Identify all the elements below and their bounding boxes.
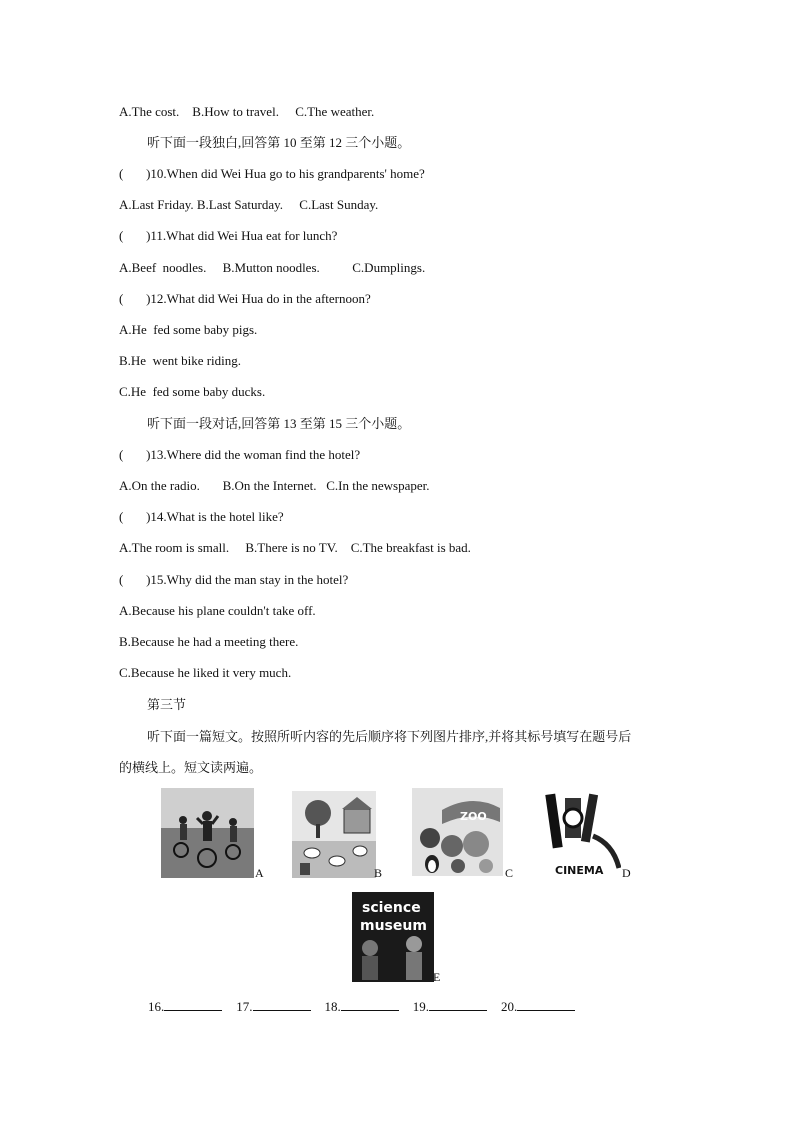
q9-options: A.The cost. B.How to travel. C.The weather. [119, 104, 375, 119]
question-10: ( )10.When did Wei Hua go to his grandparents' home? [119, 166, 425, 181]
part3-instruction-line1: 听下面一篇短文。按照所听内容的先后顺序将下列图片排序,并将其标号填写在题号后 [147, 729, 632, 744]
section-instruction-13-15: 听下面一段对话,回答第 13 至第 15 三个小题。 [147, 416, 411, 431]
answer-blank-16[interactable] [164, 998, 222, 1011]
q11-options: A.Beef noodles. B.Mutton noodles. C.Dumplings. [119, 260, 426, 275]
q13-options: A.On the radio. B.On the Internet. C.In the newspaper. [119, 478, 430, 493]
picture-c-zoo [412, 788, 503, 876]
answer-label-17: 17. [236, 999, 253, 1014]
q12-option-b: B.He went bike riding. [119, 353, 242, 368]
picture-a-bike-riding [161, 788, 254, 878]
picture-b-label: B [374, 866, 383, 880]
q14-options: A.The room is small. B.There is no TV. C.The breakfast is bad. [119, 540, 471, 555]
answer-label-20: 20. [501, 999, 518, 1014]
question-14: ( )14.What is the hotel like? [119, 509, 284, 524]
question-13: ( )13.Where did the woman find the hotel? [119, 447, 361, 462]
answer-blank-17[interactable] [253, 998, 311, 1011]
section-instruction-10-12: 听下面一段独白,回答第 10 至第 12 三个小题。 [147, 135, 411, 150]
cinema-sign-text: CINEMA [555, 864, 604, 877]
picture-e-science-museum [352, 892, 434, 982]
q10-options: A.Last Friday. B.Last Saturday. C.Last Sunday. [119, 197, 379, 212]
q12-option-a: A.He fed some baby pigs. [119, 322, 258, 337]
science-sign-text: science [362, 900, 421, 916]
answer-blank-18[interactable] [341, 998, 399, 1011]
picture-d-label: D [622, 866, 631, 880]
answer-blank-19[interactable] [429, 998, 487, 1011]
picture-e-label: E [433, 970, 441, 984]
answer-label-16: 16. [148, 999, 165, 1014]
answer-label-18: 18. [324, 999, 341, 1014]
museum-sign-text: museum [360, 918, 427, 934]
answer-blank-20[interactable] [517, 998, 575, 1011]
picture-d-cinema [541, 788, 621, 878]
question-12: ( )12.What did Wei Hua do in the afternoon? [119, 291, 371, 306]
picture-a-label: A [255, 866, 264, 880]
q15-option-c: C.Because he liked it very much. [119, 665, 292, 680]
picture-c-label: C [505, 866, 514, 880]
zoo-sign-text: ZOO [460, 810, 487, 823]
question-11: ( )11.What did Wei Hua eat for lunch? [119, 228, 338, 243]
answer-label-19: 19. [412, 999, 429, 1014]
part3-instruction-line2: 的横线上。短文读两遍。 [119, 760, 263, 775]
answer-blanks [148, 998, 589, 1015]
q12-option-c: C.He fed some baby ducks. [119, 384, 266, 399]
question-15: ( )15.Why did the man stay in the hotel? [119, 572, 349, 587]
picture-b-farm [292, 791, 376, 878]
q15-option-a: A.Because his plane couldn't take off. [119, 603, 316, 618]
section-heading-3: 第三节 [147, 697, 187, 712]
q15-option-b: B.Because he had a meeting there. [119, 634, 299, 649]
